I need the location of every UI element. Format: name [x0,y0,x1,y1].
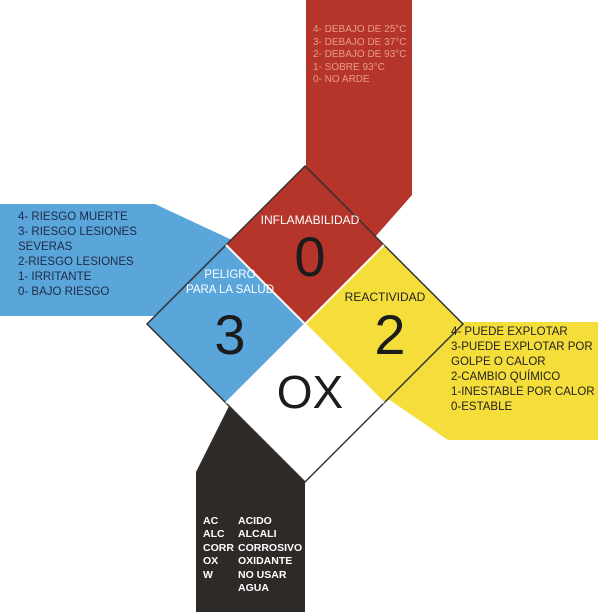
legend-line: 4- RIESGO MUERTE [18,211,128,223]
legend-line: GOLPE O CALOR [451,356,546,368]
legend-line: 3- RIESGO LESIONES [18,226,137,238]
legend-line: 3- DEBAJO DE 37°C [313,36,407,48]
legend-line: 1- SOBRE 93°C [313,61,385,73]
legend-line: 4- DEBAJO DE 25°C [313,24,407,35]
reactivity-legend [451,325,595,415]
legend-line: AC [203,515,219,527]
legend-line: AGUA [238,582,269,595]
legend-line: 1- IRRITANTE [18,271,92,283]
special-meanings [238,515,302,595]
legend-line: ACIDO [238,515,272,527]
legend-line: 3-PUEDE EXPLOTAR POR [451,341,593,353]
special-value: OX [276,366,344,418]
legend-line: SEVERAS [18,241,73,253]
legend-line: CORROSIVO [238,541,303,554]
flammability-legend [313,24,406,87]
legend-line: 0-ESTABLE [451,401,513,413]
health-value: 3 [214,303,246,366]
legend-line: OXIDANTE [238,555,293,568]
legend-line: W [203,568,213,581]
legend-line: 4- PUEDE EXPLOTAR [451,326,568,338]
legend-line: NO USAR [238,568,287,581]
legend-line: 2- DEBAJO DE 93°C [313,49,407,60]
legend-line: CORR [203,541,234,554]
special-codes [203,515,234,582]
flammability-label: INFLAMABILIDAD [260,213,360,227]
legend-line: OX [203,555,219,568]
health-label-line2: PARA LA SALUD [186,284,274,296]
flammability-value: 0 [294,225,326,288]
reactivity-value: 2 [374,303,406,366]
health-label-line1: PELIGRO [204,269,256,281]
legend-line: ALC [203,528,225,541]
legend-line: 0- BAJO RIESGO [18,286,110,298]
health-legend [18,210,137,300]
reactivity-label: REACTIVIDAD [344,290,426,304]
legend-line: 1-INESTABLE POR CALOR [451,386,595,398]
legend-line: 0- NO ARDE [313,74,370,85]
legend-line: ALCALI [238,528,277,541]
legend-line: 2-RIESGO LESIONES [18,256,134,268]
legend-line: 2-CAMBIO QUÍMICO [451,371,561,383]
